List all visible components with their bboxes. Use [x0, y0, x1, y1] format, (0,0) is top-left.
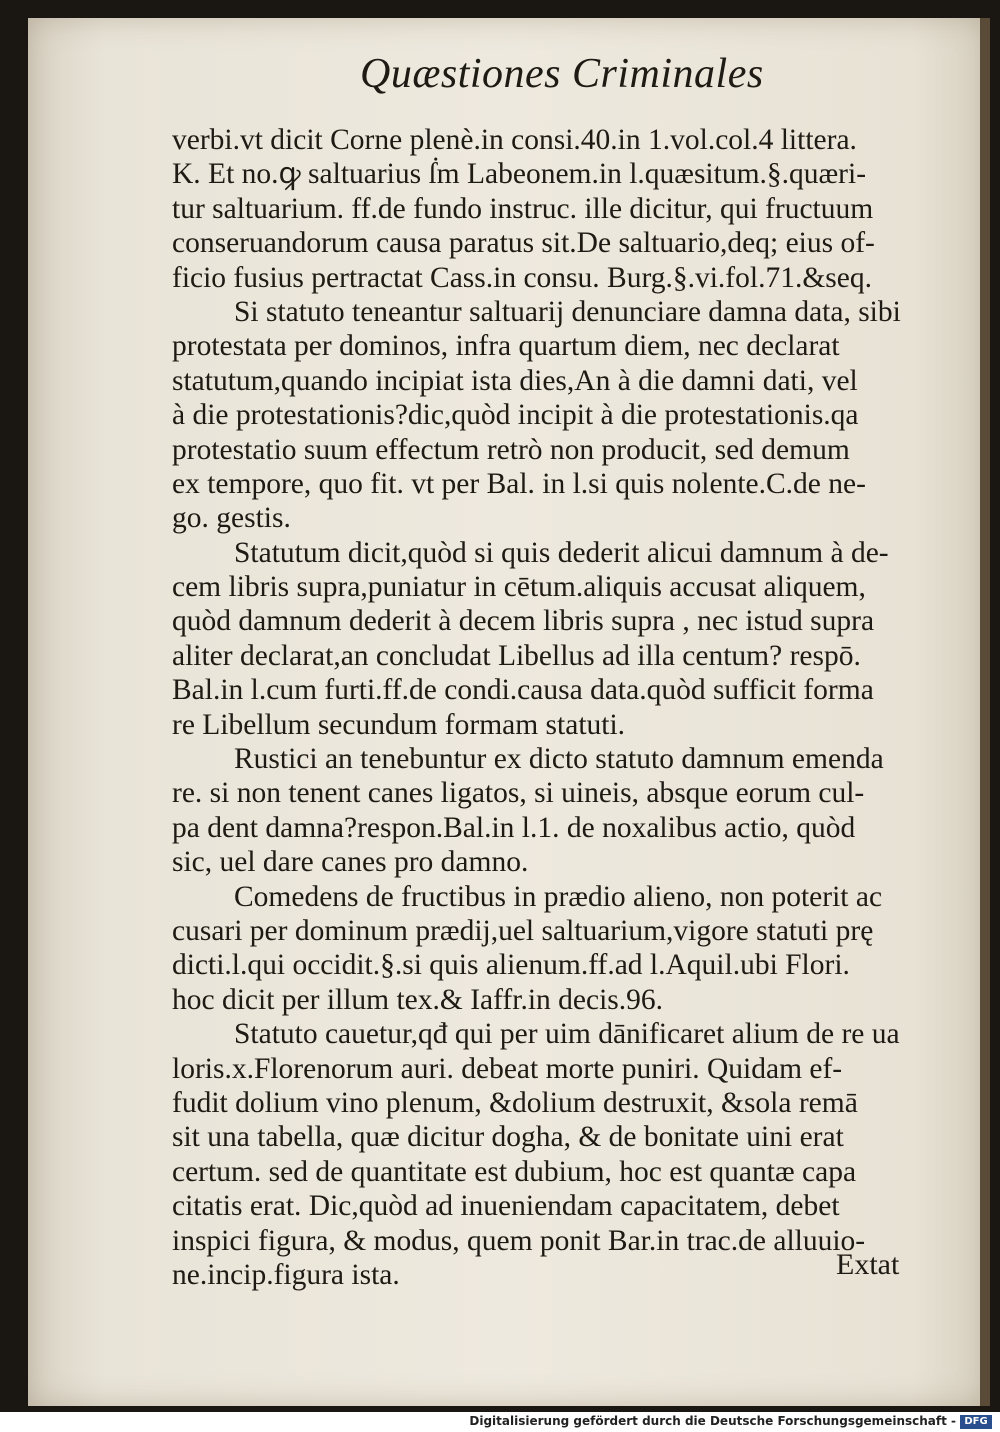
- text-line: go. gestis.: [172, 502, 291, 535]
- text-line: Rustici an tenebuntur ex dicto statuto damnum emenda: [234, 743, 884, 776]
- text-line: inspici figura, & modus, quem ponit Bar.in trac.de alluuio-: [172, 1224, 866, 1257]
- catchword: Extat: [836, 1248, 900, 1281]
- text-line: Statuto cauetur,qđ qui per uim dānificaret alium de re ua: [234, 1018, 900, 1051]
- body-text: [172, 123, 947, 1292]
- text-line: pa dent damna?respon.Bal.in l.1. de noxalibus actio, quòd: [172, 811, 856, 844]
- text-line: citatis erat. Dic,quòd ad inueniendam capacitatem, debet: [172, 1190, 840, 1223]
- footer-bar: [0, 1412, 1000, 1432]
- text-line: statutum,quando incipiat ista dies,An à die damni dati, vel: [172, 364, 858, 397]
- text-line: ex tempore, quo fit. vt per Bal. in l.si quis nolente.C.de ne-: [172, 467, 866, 500]
- text-line: quòd damnum dederit à decem libris supra , nec istud supra: [172, 605, 875, 638]
- text-line: à die protestationis?dic,quòd incipit à die protestationis.qa: [172, 399, 859, 432]
- text-line: certum. sed de quantitate est dubium, hoc est quantæ capa: [172, 1155, 857, 1188]
- text-line: hoc dicit per illum tex.& Iaffr.in decis.96.: [172, 983, 663, 1016]
- text-line: Comedens de fructibus in prædio alieno, non poterit ac: [234, 880, 883, 913]
- text-line: sic, uel dare canes pro damno.: [172, 846, 529, 879]
- text-line: protestatio suum effectum retrò non producit, sed demum: [172, 433, 850, 466]
- text-line: Si statuto teneantur saltuarij denunciare damna data, sibi: [234, 295, 901, 328]
- text-line: tur saltuarium. ff.de fundo instruc. ille dicitur, qui fructuum: [172, 192, 874, 225]
- text-line: cusari per dominum prædij,uel saltuarium,vigore statuti prę: [172, 914, 874, 947]
- text-line: dicti.l.qui occidit.§.si quis alienum.ff.ad l.Aquil.ubi Flori.: [172, 949, 850, 982]
- text-line: Statutum dicit,quòd si quis dederit alicui damnum à de-: [234, 536, 889, 569]
- text-line: conseruandorum causa paratus sit.De saltuario,deq; eius of-: [172, 227, 875, 260]
- text-line: verbi.vt dicit Corne plenè.in consi.40.in 1.vol.col.4 littera.: [172, 124, 857, 156]
- text-line: K. Et no.ꝙ saltuarius ẛm Labeonem.in l.quæsitum.§.quæri-: [172, 158, 867, 191]
- text-line: ne.incip.figura ista.: [172, 1258, 400, 1291]
- dfg-logo: DFG: [960, 1415, 992, 1429]
- text-line: Bal.in l.cum furti.ff.de condi.causa data.quòd sufficit forma: [172, 674, 874, 707]
- page-binding-edge: [980, 18, 990, 1406]
- text-line: re Libellum secundum formam statuti.: [172, 708, 626, 741]
- running-head: Quæstiones Criminales: [360, 51, 764, 97]
- text-line: aliter declarat,an concludat Libellus ad illa centum? respō.: [172, 639, 861, 672]
- text-line: protestata per dominos, infra quartum diem, nec declarat: [172, 330, 840, 363]
- text-line: cem libris supra,puniatur in cētum.aliquis accusat aliquem,: [172, 571, 866, 604]
- funding-credit: Digitalisierung gefördert durch die Deutsche Forschungsgemeinschaft -: [469, 1414, 956, 1428]
- text-line: sit una tabella, quæ dicitur dogha, & de bonitate uini erat: [172, 1121, 844, 1154]
- text-line: loris.x.Florenorum auri. debeat morte puniri. Quidam ef-: [172, 1052, 843, 1085]
- text-line: fudit dolium vino plenum, &dolium destruxit, &sola remā: [172, 1086, 858, 1119]
- text-line: re. si non tenent canes ligatos, si uineis, absque eorum cul-: [172, 777, 865, 810]
- text-line: ficio fusius pertractat Cass.in consu. Burg.§.vi.fol.71.&seq.: [172, 261, 872, 294]
